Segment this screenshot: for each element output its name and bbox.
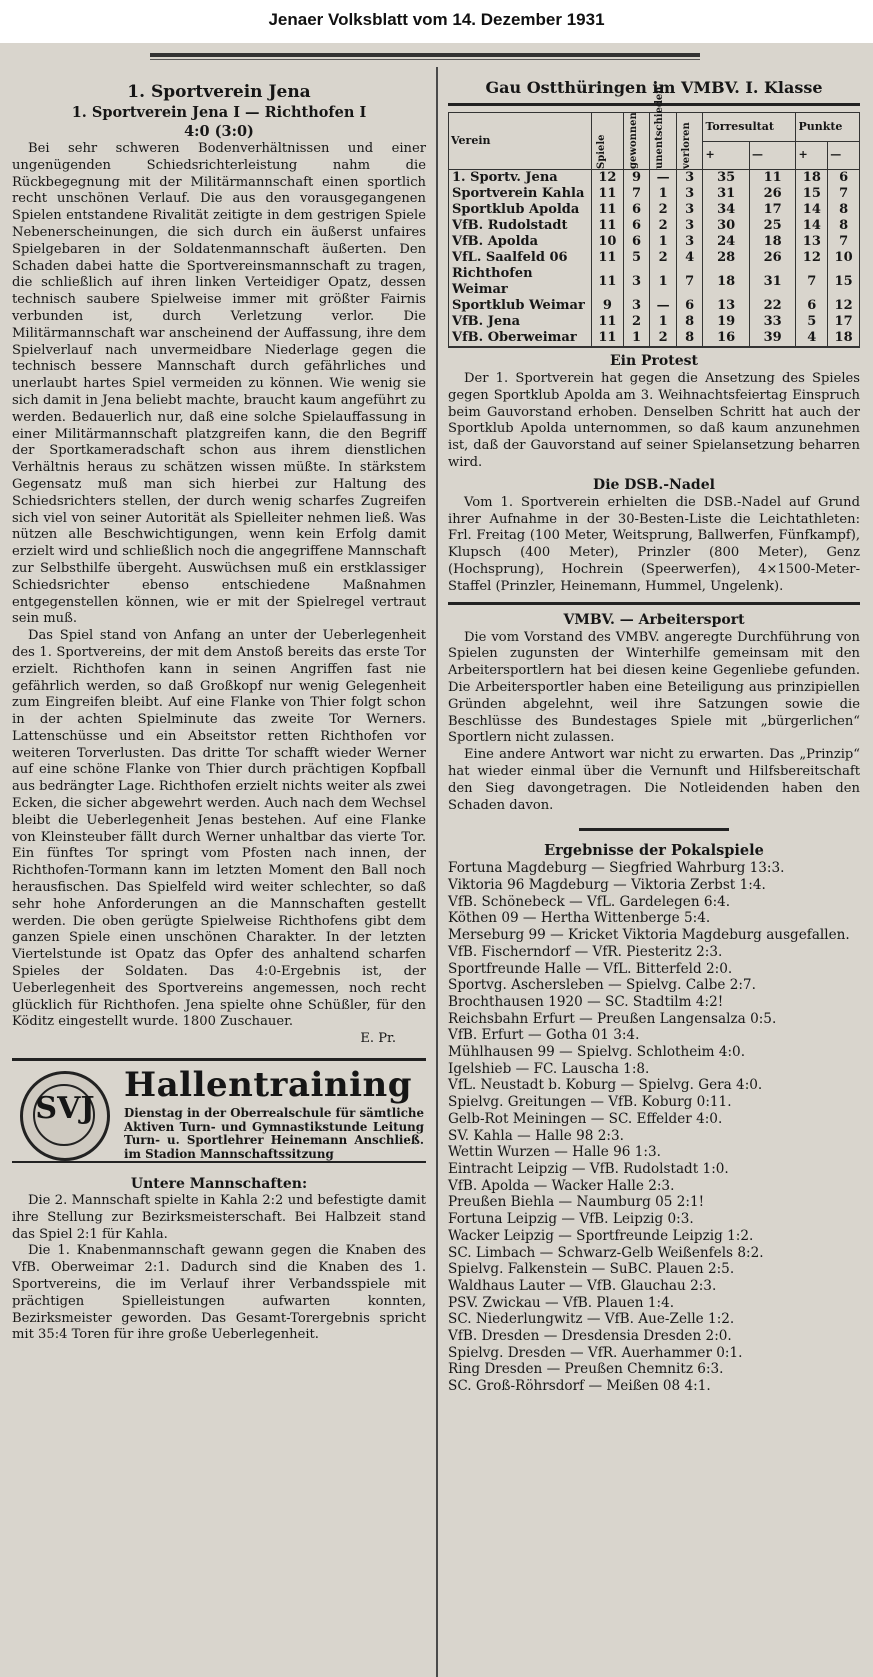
image-caption: Jenaer Volksblatt vom 14. Dezember 1931: [268, 10, 605, 29]
table-row: 1. Sportv. Jena 12 9 — 3 35 11 18 6: [449, 170, 860, 187]
arbeitersport-paragraph-2: Eine andere Antwort war nicht zu erwarten. Das „Prinzip“ hat wieder einmal über die Vernunft und Hilfsbereitschaft den Sieg davongetragen. Die Notleidenden haben den Schaden davon.: [448, 747, 860, 813]
pokal-result: VfB. Apolda — Wacker Halle 2:3.: [448, 1177, 675, 1194]
table-header-row: [449, 113, 860, 142]
pokal-result: PSV. Zwickau — VfB. Plauen 1:4.: [448, 1294, 675, 1311]
pokal-result: Reichsbahn Erfurt — Preußen Langensalza 0:5.: [448, 1010, 777, 1027]
lower-teams-paragraph-2: Die 1. Knabenmannschaft gewann gegen die Knaben des VfB. Oberweimar 2:1. Dadurch sind die Knaben des 1. Sportvereins, die im Verlauf ihrer Verbandsspiele mit prächtigen Spielleistungen aufwarten konnten, Bezirksmeister geworden. Das Gesamt-Torergebnis spricht mit 35:4 Toren für ihre große Ueberlegenheit.: [12, 1243, 426, 1343]
protest-paragraph: Der 1. Sportverein hat gegen die Ansetzung des Spieles gegen Sportklub Apolda am 3. Weihnachtsfeiertag Einspruch beim Gauvorstand erhoben. Denselben Schritt hat auch der Sportklub Apolda unternommen, so daß kaum anzunehmen ist, daß der Gauvorstand auf seiner Spielansetzung beharren wird.: [448, 371, 860, 470]
pokal-result: Sportfreunde Halle — VfL. Bitterfeld 2:0.: [448, 960, 733, 977]
col-verein: Verein: [449, 113, 592, 170]
pokal-result: SC. Limbach — Schwarz-Gelb Weißenfels 8:2.: [448, 1244, 764, 1261]
col-verloren: verloren: [676, 113, 703, 170]
lower-teams-heading: Untere Mannschaften:: [130, 1176, 308, 1193]
col-tore-minus: —: [749, 141, 796, 170]
hallentraining-title: Hallentraining: [124, 1065, 413, 1106]
pokal-result: Fortuna Leipzig — VfB. Leipzig 0:3.: [448, 1211, 694, 1228]
pokal-result: Sportvg. Aschersleben — Spielvg. Calbe 2:7.: [448, 977, 756, 994]
table-row: Sportklub Apolda 11 6 2 3 34 17 14 8: [449, 202, 860, 218]
club-logo: [20, 1071, 110, 1161]
pokal-result: VfB. Dresden — Dresdensia Dresden 2:0.: [448, 1328, 732, 1345]
lower-teams-paragraph-1: Die 2. Mannschaft spielte in Kahla 2:2 und befestigte damit ihre Stellung zur Bezirksmeisterschaft. Bei Halbzeit stand das Spiel 2:1 für Kahla.: [12, 1193, 426, 1242]
top-rule-thin: [150, 59, 700, 60]
pokal-result: Waldhaus Lauter — VfB. Glauchau 2:3.: [448, 1277, 717, 1294]
author-signature: E. Pr.: [360, 1031, 396, 1047]
pokal-result: Eintracht Leipzig — VfB. Rudolstadt 1:0.: [448, 1160, 729, 1177]
table-row: VfB. Rudolstadt 11 6 2 3 30 25 14 8: [449, 218, 860, 234]
pokal-result: Wettin Wurzen — Halle 96 1:3.: [448, 1144, 661, 1161]
pokal-result: Mühlhausen 99 — Spielvg. Schlotheim 4:0.: [448, 1044, 746, 1061]
table-row: Richthofen Weimar 11 3 1 7 18 31 7 15: [449, 266, 860, 298]
pokal-result: Brochthausen 1920 — SC. Stadtilm 4:2!: [448, 993, 724, 1010]
match-score: 4:0 (3:0): [184, 123, 254, 140]
pokal-result: Gelb-Rot Meiningen — SC. Effelder 4:0.: [448, 1110, 723, 1127]
table-row: Sportverein Kahla 11 7 1 3 31 26 15 7: [449, 186, 860, 202]
pokal-result: Spielvg. Greitungen — VfB. Koburg 0:11.: [448, 1094, 732, 1111]
match-title: 1. Sportverein Jena I — Richthofen I: [71, 104, 367, 121]
left-column: [12, 67, 426, 1344]
dsb-nadel-heading: Die DSB.-Nadel: [593, 476, 715, 493]
col-punkte-minus: —: [828, 141, 860, 170]
hallentraining-announcement: [12, 1058, 426, 1163]
pokal-results-list: [448, 860, 860, 1395]
league-table-title: Gau Ostthüringen im VMBV. I. Klasse: [448, 77, 860, 106]
col-torresultat: Torresultat: [703, 113, 796, 142]
right-column: [448, 67, 860, 1395]
pokal-result: SC. Niederlungwitz — VfB. Aue-Zelle 1:2.: [448, 1311, 735, 1328]
pokal-result: Wacker Leipzig — Sportfreunde Leipzig 1:2.: [448, 1227, 754, 1244]
col-unentschieden: unentschieden: [650, 113, 677, 170]
pokal-result: Spielvg. Falkenstein — SuBC. Plauen 2:5.: [448, 1261, 735, 1278]
arbeitersport-paragraph-1: Die vom Vorstand des VMBV. angeregte Durchführung von Spielen zugunsten der Winterhilfe gemeinsam mit den Arbeitersportlern hat bei diesen keine Gegenliebe gefunden. Die Arbeitersportler haben eine Beteiligung aus prinzipiellen Gründen abgelehnt, weil ihre Satzungen sowie die Beschlüsse des Bundestages Spiele mit „bürgerlichen“ Sportlern nicht zulassen.: [448, 629, 860, 746]
logo-monogram: SVJ: [35, 1091, 95, 1127]
dsb-nadel-paragraph: Vom 1. Sportverein erhielten die DSB.-Nadel auf Grund ihrer Aufnahme in der 30-Besten-Liste die Leichtathleten: Frl. Freitag (100 Meter, Weitsprung, Ballwerfen, Fünfkampf), Klupsch (400 Meter), Prinzler (800 Meter), Genz (Hochsprung), Hochrein (Speerwerfen), 4×1500-Meter-Staffel (Prinzler, Heinemann, Hummel, Ungelenk).: [448, 494, 860, 594]
col-tore-plus: +: [703, 141, 750, 170]
table-row: VfB. Oberweimar 11 1 2 8 16 39 4 18: [449, 330, 860, 347]
protest-heading: Ein Protest: [609, 353, 698, 369]
pokal-result: VfB. Erfurt — Gotha 01 3:4.: [448, 1027, 640, 1044]
pokal-result: Preußen Biehla — Naumburg 05 2:1!: [448, 1194, 705, 1211]
pokal-result: Igelshieb — FC. Lauscha 1:8.: [448, 1060, 650, 1077]
pokal-result: SV. Kahla — Halle 98 2:3.: [448, 1127, 624, 1144]
pokal-result: VfB. Fischerndorf — VfR. Piesteritz 2:3.: [448, 943, 723, 960]
pokal-result: SC. Groß-Röhrsdorf — Meißen 08 4:1.: [448, 1378, 711, 1395]
hallentraining-text: Dienstag in der Oberrealschule für sämtliche Aktiven Turn- und Gymnastikstunde Leitung Turn- u. Sportlehrer Heinemann Anschließ. im Stadion Mannschaftssitzung: [124, 1106, 424, 1161]
table-row: VfB. Jena 11 2 1 8 19 33 5 17: [449, 314, 860, 330]
pokal-result: VfL. Neustadt b. Koburg — Spielvg. Gera 4:0.: [448, 1077, 763, 1094]
pokal-result: Ring Dresden — Preußen Chemnitz 6:3.: [448, 1361, 724, 1378]
arbeitersport-heading: VMBV. — Arbeitersport: [563, 611, 745, 628]
top-rule: [150, 53, 700, 57]
pokal-result: VfB. Schönebeck — VfL. Gardelegen 6:4.: [448, 893, 731, 910]
article-heading: 1. Sportverein Jena: [127, 82, 311, 102]
pokal-result: Fortuna Magdeburg — Siegfried Wahrburg 13:3.: [448, 860, 785, 877]
column-separator: [436, 67, 438, 1677]
pokal-result: Merseburg 99 — Kricket Viktoria Magdeburg ausgefallen.: [448, 927, 850, 944]
col-punkte-plus: +: [796, 141, 828, 170]
section-rule-short: [579, 828, 729, 831]
section-rule: [448, 602, 860, 605]
pokal-result: Köthen 09 — Hertha Wittenberge 5:4.: [448, 910, 711, 927]
col-gewonnen: gewonnen: [623, 113, 650, 170]
pokal-result: Viktoria 96 Magdeburg — Viktoria Zerbst 1:4.: [448, 877, 766, 894]
table-row: Sportklub Weimar 9 3 — 6 13 22 6 12: [449, 298, 860, 314]
pokal-result: Spielvg. Dresden — VfR. Auerhammer 0:1.: [448, 1344, 743, 1361]
col-spiele: Spiele: [592, 113, 624, 170]
table-row: VfL. Saalfeld 06 11 5 2 4 28 26 12 10: [449, 250, 860, 266]
pokal-heading: Ergebnisse der Pokalspiele: [544, 842, 764, 860]
table-row: VfB. Apolda 10 6 1 3 24 18 13 7: [449, 234, 860, 250]
article-paragraph-1: Bei sehr schweren Bodenverhältnissen und einer ungenügenden Schiedsrichterleistung nahm die Rückbegegnung mit der Militärmannschaft einen sportlich recht unschönen Verlauf. Die aus den vorausgegangenen Spielen entstandene Rivalität zeitigte in dem gestrigen Spiele Nebenerscheinungen, die sich durch ein äußerst unfaires Spielgebaren in der Soldatenmannschaft äußerten. Den Schaden dabei hatte die Sportvereinsmannschaft zu tragen, die schließlich auf ihren linken Verteidiger Opatz, dessen technisch saubere Spielweise immer mit größter Fairnis verbunden ist, durch Verletzung verlor. Die Militärmannschaft war anscheinend der Auffassung, ihre dem Spielverlauf nach unvermeidbare Niederlage gegen die technisch bessere Mannschaft durch gefährliches und unerlaubt hartes Spiel vermeiden zu können. Wie wenig sie sich damit in Jena beliebt machte, braucht kaum angeführt zu werden. Bedauerlich nur, daß eine solche Spielauffassung in einer Militärmannschaft platzgreifen kann, die den Begriff der Sportkameradschaft schon aus ihrem dienstlichen Verhältnis heraus zu schätzen wissen müßte. In stärkstem Gegensatz muß man sich hierbei zur Haltung des Schiedsrichters stellen, der durch wenig scharfes Zugreifen sich viel von seiner Autorität als Spielleiter nehmen ließ. Was nützen alle Beschwichtigungen, wenn kein Erfolg damit erzielt wird und schließlich noch die angegriffene Mannschaft zur Selbsthilfe übergeht. Auswüchsen muß ein erstklassiger Schiedsrichter ebenso entschiedene Maßnahmen entgegenstellen können, wie er mit der Spielregel vertraut sein muß.: [12, 141, 426, 627]
article-paragraph-2: Das Spiel stand von Anfang an unter der Ueberlegenheit des 1. Sportvereins, der mit dem Anstoß bereits das erste Tor erzielt. Richthofen kann in seinen Angriffen fast nie gefährlich werden, so daß Großkopf nur wenig Gelegenheit zum Eingreifen bleibt. Auf eine Flanke von Thier folgt schon in der achten Spielminute das zweite Tor Werners. Lattenschüsse und ein Abseitstor retten Richthofen vor weiteren Torverlusten. Das dritte Tor schafft wieder Werner auf eine schöne Flanke von Thier durch prächtigen Kopfball aus bedrängter Lage. Richthofen erzielt nichts weiter als zwei Ecken, die sicher abgewehrt werden. Auch nach dem Wechsel bleibt die Ueberlegenheit Jenas bestehen. Auf eine Flanke von Kleinsteuber fällt durch Werner unhaltbar das vierte Tor. Ein fünftes Tor springt vom Pfosten nach innen, der Richthofen-Tormann kann im letzten Moment den Ball noch herausfischen. Das Spielfeld wird weiter schlechter, so daß sehr hohe Anforderungen an die Mannschaften gestellt werden. Die oben gerügte Spielweise Richthofens gibt dem ganzen Spiele einen unschönen Charakter. In der letzten Viertelstunde ist Opatz das Opfer des anhaltend scharfen Spieles der Soldaten. Das 4:0-Ergebnis ist, der Ueberlegenheit des Sportvereins angemessen, noch recht glücklich für Richthofen. Jena spielte ohne Schüßler, für den Köditz eingestellt wurde. 1800 Zuschauer.: [12, 628, 426, 1030]
col-punkte: Punkte: [796, 113, 860, 142]
newspaper-page: [0, 43, 873, 1677]
